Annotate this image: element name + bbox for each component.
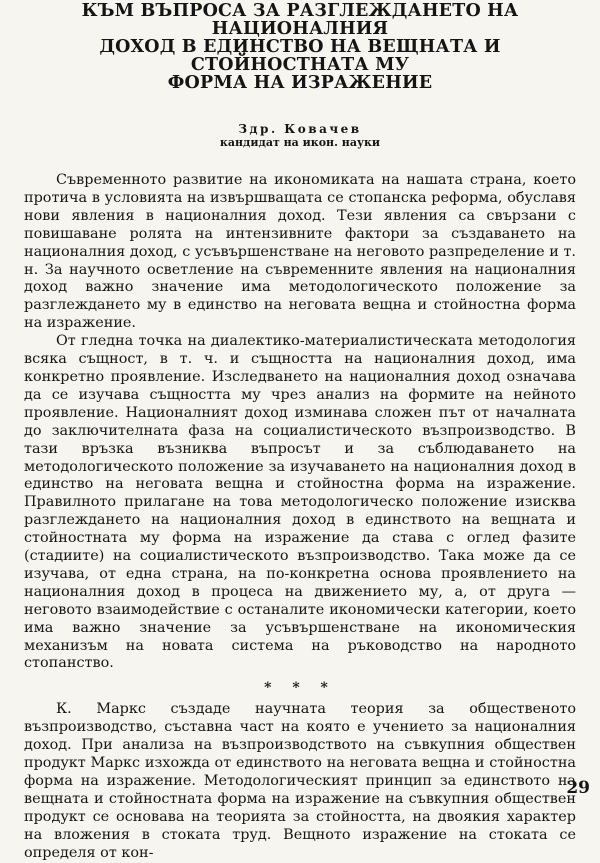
author-block <box>24 122 576 150</box>
body-paragraph: К. Маркс създаде научната теория за общественото възпроизводство, съставна част на която е учението за националния доход. При анализа на възпроизводството на съвкупния обществен продукт Маркс изхожда от единството на неговата вещна и стойностна форма на изражение. Методологическият принцип за единството на вещната и стойностната форма на изражение на съвкупния обществен продукт се основава на теорията за стойността, на двоякия характер на вложения в стоката труд. Вещното изражение на стоката се определя от кон- <box>24 701 576 861</box>
author-degree: кандидат на икон. науки <box>219 136 381 149</box>
article-title-line: КЪМ ВЪПРОСА ЗА РАЗГЛЕЖДАНЕТО НА НАЦИОНАЛНИЯ <box>81 1 519 39</box>
section-separator: * * * <box>264 680 336 697</box>
article-title-line: ФОРМА НА ИЗРАЖЕНИЕ <box>167 73 433 93</box>
body-paragraph: Съвременното развитие на икономиката на нашата страна, което протича в условията на извършващата се стопанска реформа, обуславя нови явления в националния доход. Тези явления са свързани с повишаване ролята на интензивните фактори за създаването на националния доход, с усъвършенстване на неговото разпределение и т. н. За научното осветление на съвременните явления на националния доход важно значение има методологическото положение за разглеждането му в единство на неговата вещна и стойностна форма на изражение. <box>24 172 576 332</box>
page-number: 29 <box>566 778 590 798</box>
author-name: Здр. Ковачев <box>238 122 362 136</box>
article-title <box>24 2 576 92</box>
article-title-line: ДОХОД В ЕДИНСТВО НА ВЕЩНАТА И СТОЙНОСТНАТА МУ <box>99 37 501 75</box>
body-paragraph: От гледна точка на диалектико-материалистическата методология всяка същност, в т. ч. и същността на националния доход, има конкретно проявление. Изследването на националния доход означава да се изучава същността му чрез анализ на формите на нейното проявление. Националният доход изминава сложен път от началната до заключителната фаза на социалистическото възпроизводство. В тази връзка възниква въпросът и за съблюдаването на методологическото положение за изучаването на националния доход в единство на неговата вещна и стойностна форма на изражение. Правилното прилагане на това методологическо положение изисква разглеждането на националния доход в единството на вещната и стойностната му форма на изражение да става с оглед фазите (стадиите) на социалистическото възпроизводство. Така може да се изучава, от една страна, на по-конкретна основа проявлението на националния доход в процеса на движението му, а, от друга — неговото взаимодействие с останалите икономически категории, което има важно значение за усъвършенстване на икономическия механизъм на новата система на ръководство на народното стопанство. <box>24 333 576 672</box>
article-body <box>24 172 576 863</box>
